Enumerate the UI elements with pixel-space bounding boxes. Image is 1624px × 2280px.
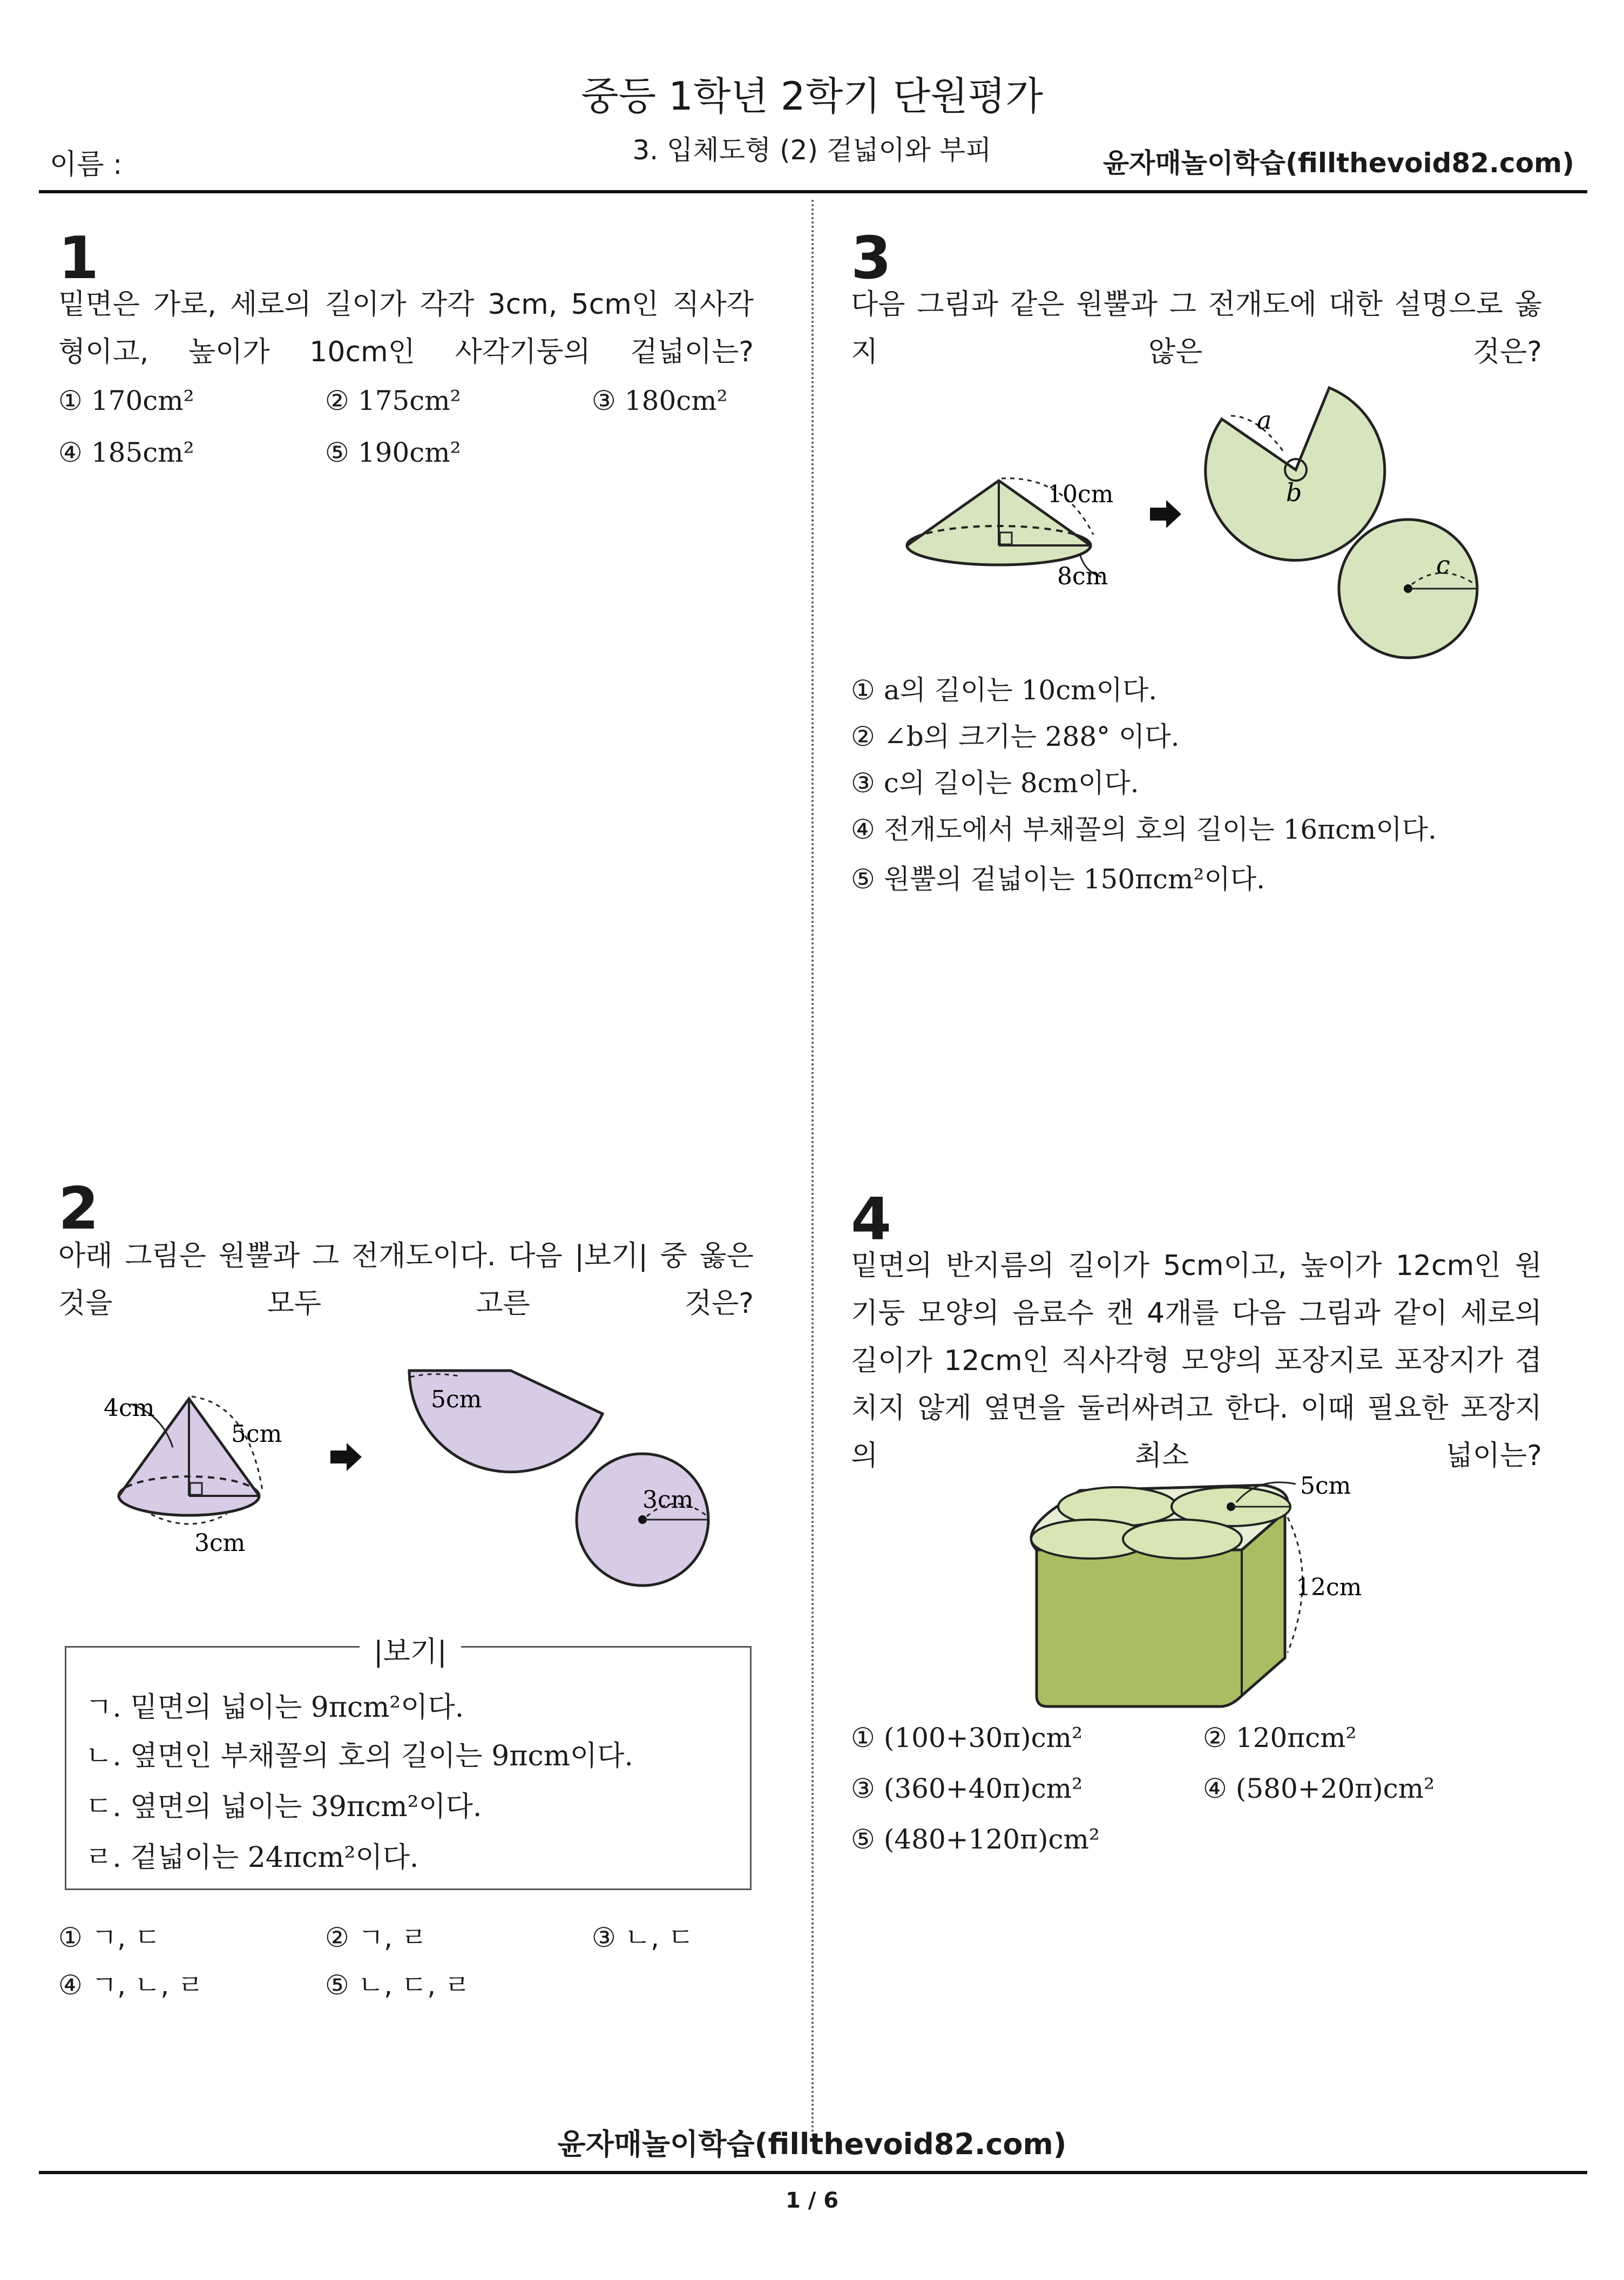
q3-text: [851, 281, 1542, 376]
q4-text: [851, 1242, 1542, 1480]
q3-label-b: b: [1286, 478, 1302, 507]
q1-option-5[interactable]: ⑤ 190cm²: [325, 437, 461, 468]
q3-option-1[interactable]: ① a의 길이는 10cm이다.: [851, 674, 1158, 706]
q3-option-3[interactable]: ③ c의 길이는 8cm이다.: [851, 767, 1139, 799]
q1-option-4[interactable]: ④ 185cm²: [58, 437, 194, 468]
page-title: 중등 1학년 2학기 단원평가: [581, 73, 1043, 119]
q2-option-5[interactable]: ⑤ ㄴ, ㄷ, ㄹ: [325, 1969, 471, 2001]
name-label: 이름 :: [50, 149, 123, 181]
q4-option-4[interactable]: ④ (580+20π)cm²: [1203, 1773, 1435, 1804]
bogi-title: |보기|: [360, 1629, 461, 1669]
q4-text-line4: 치지 않게 옆면을 둘러싸려고 한다. 이때 필요한 포장지: [851, 1392, 1542, 1425]
q3-label-c: c: [1436, 550, 1450, 579]
q2-number: 2: [58, 1175, 99, 1243]
q3-label-slant: 10cm: [1047, 481, 1114, 508]
q4-option-1[interactable]: ① (100+30π)cm²: [851, 1722, 1083, 1753]
q2-text-line2: 것을 모두 고른 것은?: [58, 1287, 754, 1320]
q3-number: 3: [851, 225, 892, 292]
q4-text-line5: 의 최소 넓이는?: [851, 1440, 1542, 1472]
q1-option-1[interactable]: ① 170cm²: [58, 385, 194, 416]
q2-label-radius: 4cm: [104, 1394, 155, 1422]
q1-number: 1: [58, 225, 99, 292]
header-rule: [39, 190, 1587, 193]
q2-label-slant: 5cm: [231, 1420, 282, 1448]
q2-cone-figure: [81, 1318, 729, 1598]
bogi-item-1: ㄱ. 밑면의 넓이는 9πcm²이다.: [85, 1691, 464, 1724]
q3-text-line1: 다음 그림과 같은 원뿔과 그 전개도에 대한 설명으로 옳: [851, 288, 1542, 321]
unit-subtitle: 3. 입체도형 (2) 겉넓이와 부피: [632, 134, 992, 166]
bogi-item-4: ㄹ. 겉넓이는 24πcm²이다.: [85, 1841, 419, 1874]
q2-option-3[interactable]: ③ ㄴ, ㄷ: [592, 1922, 694, 1953]
q4-option-2[interactable]: ② 120πcm²: [1203, 1722, 1357, 1753]
q4-text-line2: 기둥 모양의 음료수 캔 4개를 다음 그림과 같이 세로의: [851, 1297, 1542, 1330]
q4-text-line3: 길이가 12cm인 직사각형 모양의 포장지로 포장지가 겹: [851, 1345, 1542, 1377]
column-divider: [811, 200, 814, 2139]
q2-option-2[interactable]: ② ㄱ, ㄹ: [325, 1922, 428, 1953]
footer-rule: [39, 2171, 1587, 2174]
bogi-item-2: ㄴ. 옆면인 부채꼴의 호의 길이는 9πcm이다.: [85, 1740, 633, 1772]
q1-option-3[interactable]: ③ 180cm²: [592, 385, 728, 416]
arrow-icon: [330, 1443, 362, 1471]
q1-text-line2: 형이고, 높이가 10cm인 사각기둥의 겉넓이는?: [58, 336, 754, 368]
header-site: 윤자매놀이학습(fillthevoid82.com): [1102, 147, 1574, 179]
q4-number: 4: [851, 1186, 892, 1253]
q4-cans-figure: [1015, 1469, 1425, 1717]
q4-option-5[interactable]: ⑤ (480+120π)cm²: [851, 1824, 1100, 1855]
q4-wrapped-cans: [1031, 1482, 1303, 1706]
q3-option-5[interactable]: ⑤ 원뿔의 겉넓이는 150πcm²이다.: [851, 864, 1265, 895]
q1-text: [58, 281, 754, 376]
q2-text-line1: 아래 그림은 원뿔과 그 전개도이다. 다음 |보기| 중 옳은: [58, 1240, 754, 1272]
arrow-icon: [1150, 500, 1181, 528]
q2-label-circle: 3cm: [642, 1486, 694, 1514]
bogi-item-3: ㄷ. 옆면의 넓이는 39πcm²이다.: [85, 1791, 482, 1823]
q3-option-4[interactable]: ④ 전개도에서 부채꼴의 호의 길이는 16πcm이다.: [851, 814, 1437, 845]
q3-label-base: 8cm: [1057, 563, 1108, 590]
q3-option-2[interactable]: ② ∠b의 크기는 288° 이다.: [851, 721, 1180, 752]
q4-option-3[interactable]: ③ (360+40π)cm²: [851, 1773, 1083, 1804]
q4-text-line1: 밑면의 반지름의 길이가 5cm이고, 높이가 12cm인 원: [851, 1250, 1542, 1282]
q2-label-base: 3cm: [194, 1529, 246, 1557]
footer-site: 윤자매놀이학습(fillthevoid82.com): [557, 2127, 1067, 2161]
q1-option-2[interactable]: ② 175cm²: [325, 385, 461, 416]
q3-net-sector: [1206, 388, 1385, 560]
q4-label-height: 12cm: [1296, 1574, 1362, 1601]
q1-text-line1: 밑면은 가로, 세로의 길이가 각각 3cm, 5cm인 직사각: [58, 288, 754, 321]
page-number: 1 / 6: [785, 2188, 839, 2213]
q2-label-sector: 5cm: [431, 1386, 482, 1413]
q3-label-a: a: [1257, 406, 1272, 435]
q2-option-1[interactable]: ① ㄱ, ㄷ: [58, 1922, 161, 1953]
q3-text-line2: 지 않은 것은?: [851, 336, 1542, 368]
q4-label-radius: 5cm: [1300, 1472, 1351, 1500]
q2-text: [58, 1232, 754, 1327]
q3-cone-figure: [885, 373, 1522, 675]
q2-option-4[interactable]: ④ ㄱ, ㄴ, ㄹ: [58, 1969, 204, 2001]
